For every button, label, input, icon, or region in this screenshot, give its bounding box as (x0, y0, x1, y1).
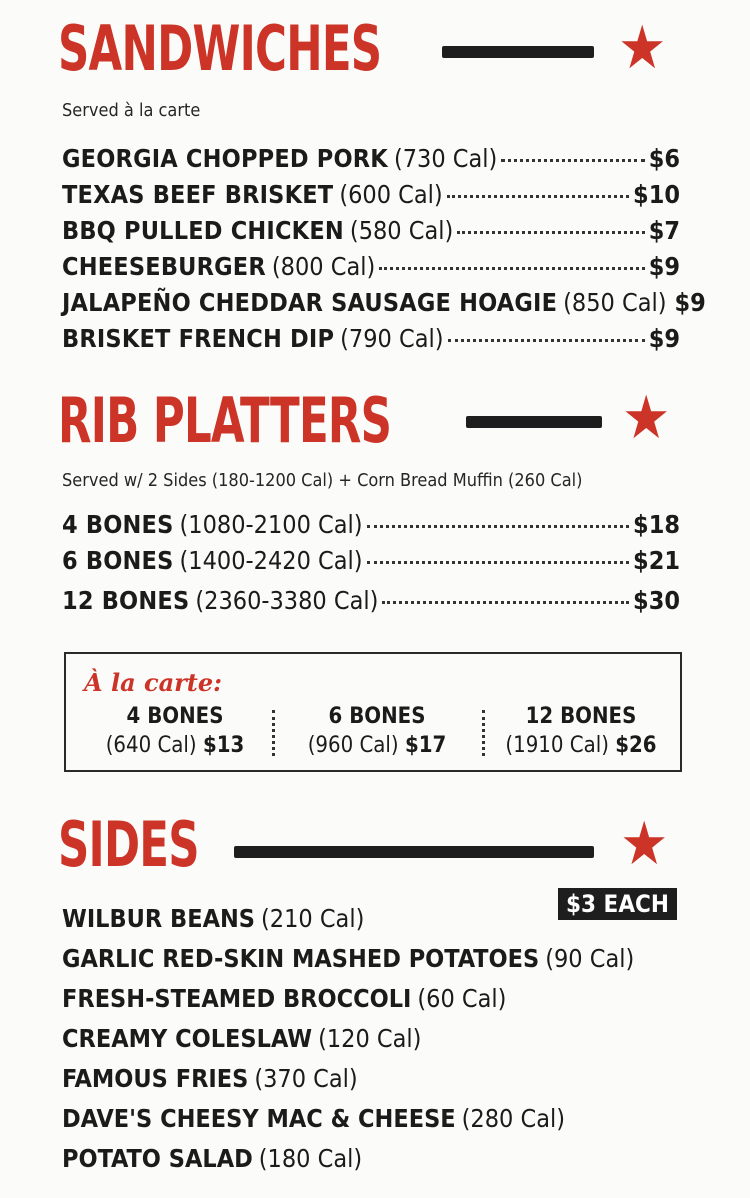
menu-item: 12 BONES (2360-3380 Cal) $30 (62, 586, 680, 615)
a-la-carte-divider (482, 710, 485, 756)
side-item: FAMOUS FRIES (370 Cal) (62, 1064, 358, 1093)
a-la-carte-option: 4 BONES (640 Cal) $13 (105, 704, 245, 758)
menu-item: 4 BONES (1080-2100 Cal) $18 (62, 510, 680, 539)
menu-item: 6 BONES (1400-2420 Cal) $21 (62, 546, 680, 575)
sandwiches-header (58, 12, 473, 85)
star-icon: ★ (620, 809, 669, 879)
side-item: GARLIC RED-SKIN MASHED POTATOES (90 Cal) (62, 944, 635, 973)
menu-item: CHEESEBURGER (800 Cal) $9 (62, 252, 680, 281)
rib-platters-divider (466, 416, 602, 428)
side-item: DAVE'S CHEESY MAC & CHEESE (280 Cal) (62, 1104, 565, 1133)
sides-header (58, 808, 239, 881)
star-icon: ★ (618, 13, 667, 83)
side-item: WILBUR BEANS (210 Cal) (62, 904, 365, 933)
menu-item: JALAPEÑO CHEDDAR SAUSAGE HOAGIE (850 Cal) $9 (62, 288, 706, 317)
a-la-carte-option: 6 BONES (960 Cal) $17 (307, 704, 447, 758)
sandwiches-title: SANDWICHES (58, 12, 382, 85)
side-item: CREAMY COLESLAW (120 Cal) (62, 1024, 422, 1053)
sandwiches-divider (442, 46, 594, 58)
side-item: POTATO SALAD (180 Cal) (62, 1144, 363, 1173)
sandwiches-subtitle: Served à la carte (62, 100, 201, 121)
sides-divider (234, 846, 594, 858)
rib-platters-list (62, 510, 680, 622)
side-item: FRESH-STEAMED BROCCOLI (60 Cal) (62, 984, 507, 1013)
a-la-carte-box (64, 652, 682, 772)
a-la-carte-title: À la carte: (84, 668, 223, 697)
rib-platters-header (58, 384, 485, 457)
rib-platters-title: RIB PLATTERS (58, 384, 392, 457)
menu-item: GEORGIA CHOPPED PORK (730 Cal) $6 (62, 144, 680, 173)
sides-list (62, 904, 634, 1184)
rib-platters-subtitle: Served w/ 2 Sides (180-1200 Cal) + Corn Bread Muffin (260 Cal) (62, 470, 583, 491)
price-badge: $3 EACH (558, 888, 677, 920)
menu-item: TEXAS BEEF BRISKET (600 Cal) $10 (62, 180, 680, 209)
menu-item: BBQ PULLED CHICKEN (580 Cal) $7 (62, 216, 680, 245)
a-la-carte-divider (272, 710, 275, 756)
star-icon: ★ (622, 383, 671, 453)
sides-title: SIDES (58, 808, 199, 881)
a-la-carte-option: 12 BONES (1910 Cal) $26 (505, 704, 657, 758)
sandwiches-list (62, 144, 706, 360)
menu-item: BRISKET FRENCH DIP (790 Cal) $9 (62, 324, 680, 353)
